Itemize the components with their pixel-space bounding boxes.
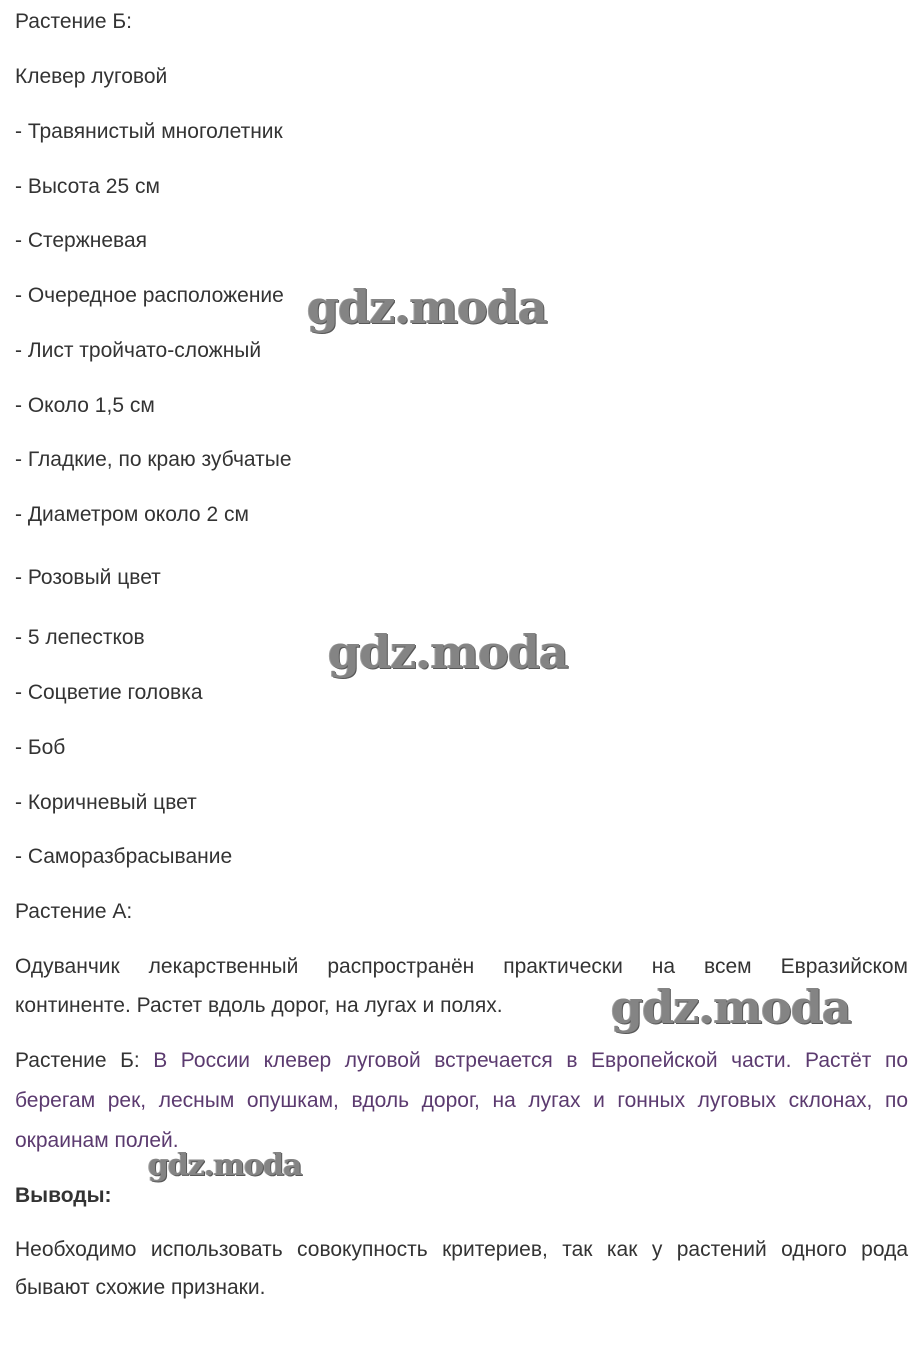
paragraph-line <box>15 1041 908 1081</box>
trait-item: - Очередное расположение <box>15 284 284 307</box>
plant-b-heading: Растение Б: <box>15 10 133 33</box>
trait-item: - Саморазбрасывание <box>15 845 233 868</box>
paragraph-line: Одуванчик лекарственный распространён практически на всем Евразийском <box>15 955 908 978</box>
trait-item: - Коричневый цвет <box>15 791 197 814</box>
trait-item: - Диаметром около 2 см <box>15 503 249 526</box>
trait-item: - Около 1,5 см <box>15 394 155 417</box>
conclusions-heading: Выводы: <box>15 1184 112 1207</box>
trait-item: - Боб <box>15 736 66 759</box>
paragraph-line: бывают схожие признаки. <box>15 1276 266 1299</box>
trait-item: - Розовый цвет <box>15 566 161 589</box>
plant-b-habitat-text: В России клевер луговой встречается в Европейской части. Растёт по <box>153 1049 908 1072</box>
trait-item: - Стержневая <box>15 229 148 252</box>
plant-b-habitat-label: Растение Б: <box>15 1049 140 1072</box>
conclusions-paragraph <box>15 1230 908 1308</box>
paragraph-line: берегам рек, лесным опушкам, вдоль дорог, на лугах и гонных луговых склонах, по <box>15 1089 908 1112</box>
watermark: gdz.moda <box>328 625 568 679</box>
watermark: gdz.moda <box>611 980 851 1034</box>
trait-item: - 5 лепестков <box>15 626 145 649</box>
plant-b-habitat-paragraph <box>15 1041 908 1161</box>
trait-item: - Высота 25 см <box>15 175 160 198</box>
paragraph-line: континенте. Растет вдоль дорог, на лугах и полях. <box>15 994 503 1017</box>
trait-item: - Лист тройчато-сложный <box>15 339 262 362</box>
plant-b-name: Клевер луговой <box>15 65 168 88</box>
paragraph-line: Необходимо использовать совокупность критериев, так как у растений одного рода <box>15 1238 908 1261</box>
paragraph-line: окраинам полей. <box>15 1129 179 1152</box>
trait-item: - Соцветие головка <box>15 681 203 704</box>
trait-item: - Гладкие, по краю зубчатые <box>15 448 292 471</box>
plant-a-heading: Растение А: <box>15 900 133 923</box>
trait-item: - Травянистый многолетник <box>15 120 283 143</box>
watermark: gdz.moda <box>307 280 547 334</box>
watermark: gdz.moda <box>148 1148 302 1183</box>
